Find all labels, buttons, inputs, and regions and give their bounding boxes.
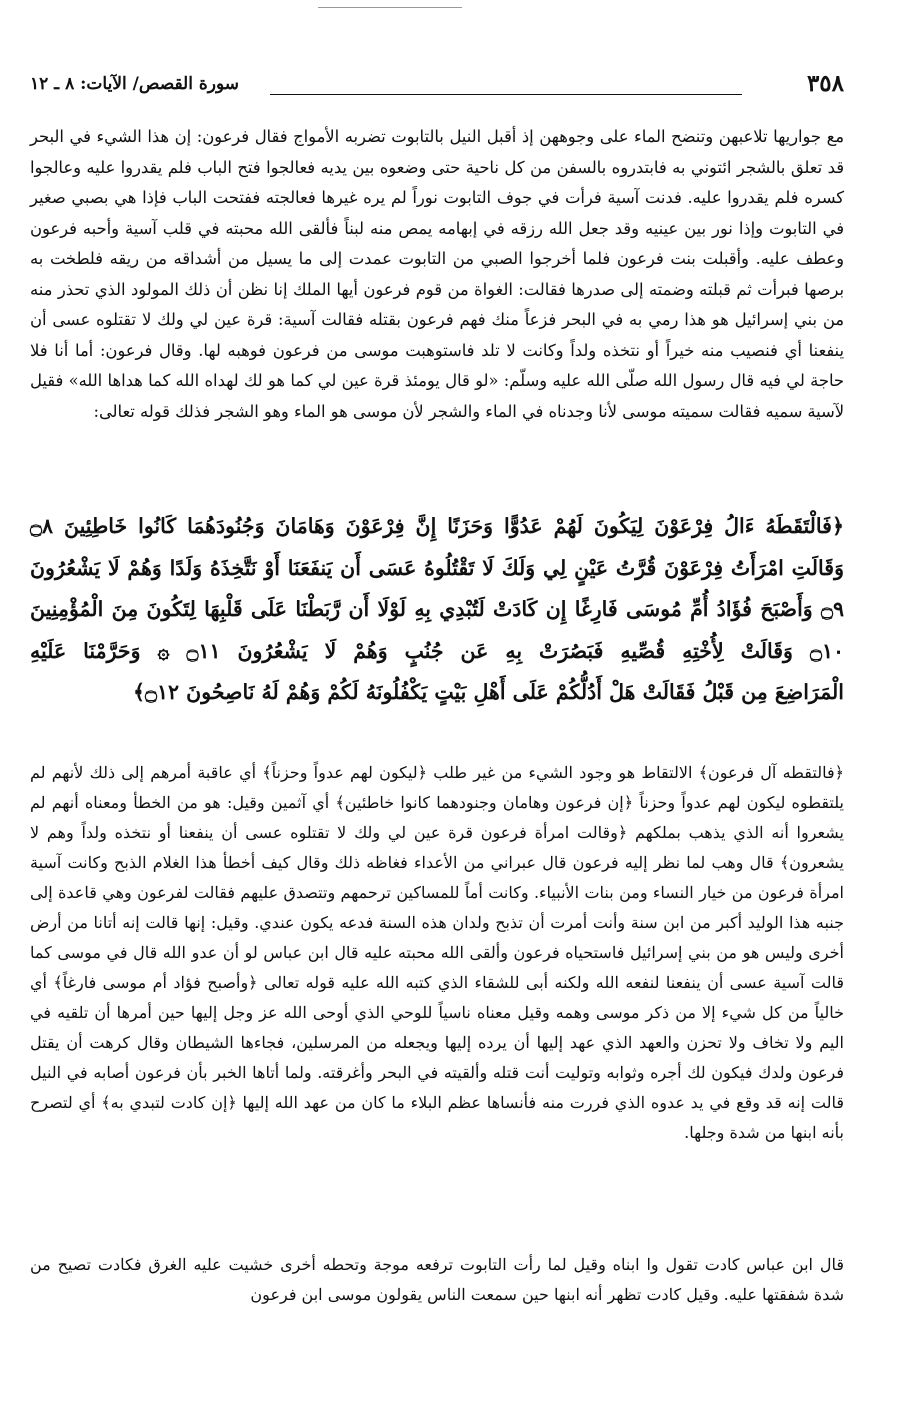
quran-verses-block xyxy=(30,506,844,714)
top-scan-line xyxy=(318,7,462,8)
page-number: ٣٥٨ xyxy=(806,70,844,97)
page-header xyxy=(30,70,844,100)
header-rule xyxy=(270,94,742,95)
commentary-paragraph-1: مع جواريها تلاعبهن وتنضح الماء على وجوههن إذ أقبل النيل بالتابوت تضربه الأمواج فقال فرعون: إن هذا الشيء في البحر قد تعلق بالشجر ائتوني به فابتدروه بالسفن من كل ناحية حتى وضعوه بين يديه فعالجوا فتح الباب فلم يقدروا عليه وعالجوا كسره فلم يقدروا عليه. فدنت آسية فرأت في جوف التابوت نوراً لم يره غيرها فعالجته ففتحت الباب فإذا هي بصبي صغير في التابوت وإذا نور بين عينيه وقد جعل الله رزقه في إبهامه يمص منه لبناً فألقى الله محبته في قلب آسية وأحبه فرعون وعطف عليه. وأقبلت بنت فرعون فلما أخرجوا الصبي من التابوت عمدت إلى ما يسيل من أشداقه من ريقه فلطخت به برصها فبرأت ثم قبلته وضمته إلى صدرها فقالت: الغواة من قوم فرعون أيها الملك إنا نظن أن ذلك المولود الذي تحذر منه من بني إسرائيل هو هذا رمي به في البحر فزعاً منك فهم فرعون بقتله فقالت آسية: قرة عين لي ولك لا تقتلوه عسى أن ينفعنا أي فنصيب منه خيراً أو نتخذه ولداً وكانت لا تلد فاستوهبت موسى من فرعون فوهبه لها. وقال فرعون: أما أنا فلا حاجة لي فيه قال رسول الله صلّى الله عليه وسلّم: «لو قال يومئذ قرة عين لي كما هو لك لهداه الله كما هداها الله» فقيل لآسية سميه فقالت سميته موسى لأنا وجدناه في الماء والشجر لأن موسى هو الماء وهو الشجر فذلك قوله تعالى: xyxy=(30,127,844,421)
quran-verses-last-line: الْمَرَاضِعَ مِن قَبْلُ فَقَالَتْ هَلْ أَدُلُّكُمْ عَلَى أَهْلِ بَيْتٍ يَكْفُلُونَهُ لَكُمْ وَهُمْ لَهُ نَاصِحُونَ ۝١٢﴾ xyxy=(132,680,844,704)
commentary-paragraph-3: قال ابن عباس كادت تقول وا ابناه وقيل لما رأت التابوت ترفعه موجة وتحطه أخرى خشيت عليه الغرق فكادت تصيح من شدة شفقتها عليه. وقيل كادت تظهر أنه ابنها حين سمعت الناس يقولون موسى ابن فرعون xyxy=(30,1255,844,1304)
running-title: سورة القصص/ الآيات: ٨ ـ ١٢ xyxy=(30,74,240,94)
commentary-paragraph-2: ﴿فالتقطه آل فرعون﴾ الالتقاط هو وجود الشيء من غير طلب ﴿ليكون لهم عدواً وحزناً﴾ أي عاقبة أمرهم إلى ذلك لأنهم لم يلتقطوه ليكون لهم عدواً وحزناً ﴿إن فرعون وهامان وجنودهما كانوا خاطئين﴾ أي آثمين وقيل: هو من الخطأ ومعناه أنهم لم يشعروا أنه الذي يذهب بملكهم ﴿وقالت امرأة فرعون قرة عين لي ولك لا تقتلوه عسى أن ينفعنا أو نتخذه ولداً وهم لا يشعرون﴾ قال وهب لما نظر إليه فرعون قال عبراني من الأعداء فغاظه ذلك وقال كيف أخطأ هذا الغلام الذبح وكانت آسية امرأة فرعون من خيار النساء ومن بنات الأنبياء. وكانت أماً للمساكين ترحمهم وتتصدق عليهم فقالت لفرعون وهي قاعدة إلى جنبه هذا الوليد أكبر من ابن سنة وأنت أمرت أن تذبح ولدان هذه السنة فدعه يكون عندي. وقيل: إنها قالت إنه أتانا من أرض أخرى وليس هو من بني إسرائيل فاستحياه فرعون وألقى الله محبته عليه قال ابن عباس لو أن عدو الله قال في موسى كما قالت آسية عسى أن ينفعنا لنفعه الله ولكنه أبى للشقاء الذي كتبه الله عليه قوله تعالى ﴿وأصبح فؤاد أم موسى فارغاً﴾ أي خالياً من كل شيء إلا من ذكر موسى وهمه وقيل معناه ناسياً للوحي الذي أوحى الله عز وجل إليها حين أمرها أن تلقيه في اليم ولا تخاف ولا تحزن والعهد الذي عهد إليها أن يرده إليها ويجعله من المرسلين، فجاءها الشيطان وقال كرهت أن يقتل فرعون ولدك فيكون لك أجره وثوابه وتوليت أنت قتله وألقيته في البحر وأغرقته. ولما أتاها الخبر بأن فرعون أصابه في النيل قالت إنه قد وقع في يد عدوه الذي فررت منه فأنساها عظم البلاء ما كان من عهد الله إليها ﴿إن كادت لتبدي به﴾ أي لتصرح بأنه ابنها من شدة وجلها. xyxy=(30,763,845,1142)
quran-verses-main: ﴿فَالْتَقَطَهُ ءَالُ فِرْعَوْنَ لِيَكُونَ لَهُمْ عَدُوًّا وَحَزَنًا إِنَّ فِرْعَوْنَ وَهَامَانَ وَجُنُودَهُمَا كَانُوا خَاطِئِينَ ۝٨ وَقَالَتِ امْرَأَتُ فِرْعَوْنَ قُرَّتُ عَيْنٍ لِي وَلَكَ لَا تَقْتُلُوهُ عَسَى أَن يَنفَعَنَا أَوْ نَتَّخِذَهُ وَلَدًا وَهُمْ لَا يَشْعُرُونَ ۝٩ وَأَصْبَحَ فُؤَادُ أُمِّ مُوسَى فَارِغًا إِن كَادَتْ لَتُبْدِي بِهِ لَوْلَا أَن رَّبَطْنَا عَلَى قَلْبِهَا لِتَكُونَ مِنَ الْمُؤْمِنِينَ ۝١٠ وَقَالَتْ لِأُخْتِهِ قُصِّيهِ فَبَصُرَتْ بِهِ عَن جُنُبٍ وَهُمْ لَا يَشْعُرُونَ ۝١١ ۞ وَحَرَّمْنَا عَلَيْهِ xyxy=(30,514,844,663)
